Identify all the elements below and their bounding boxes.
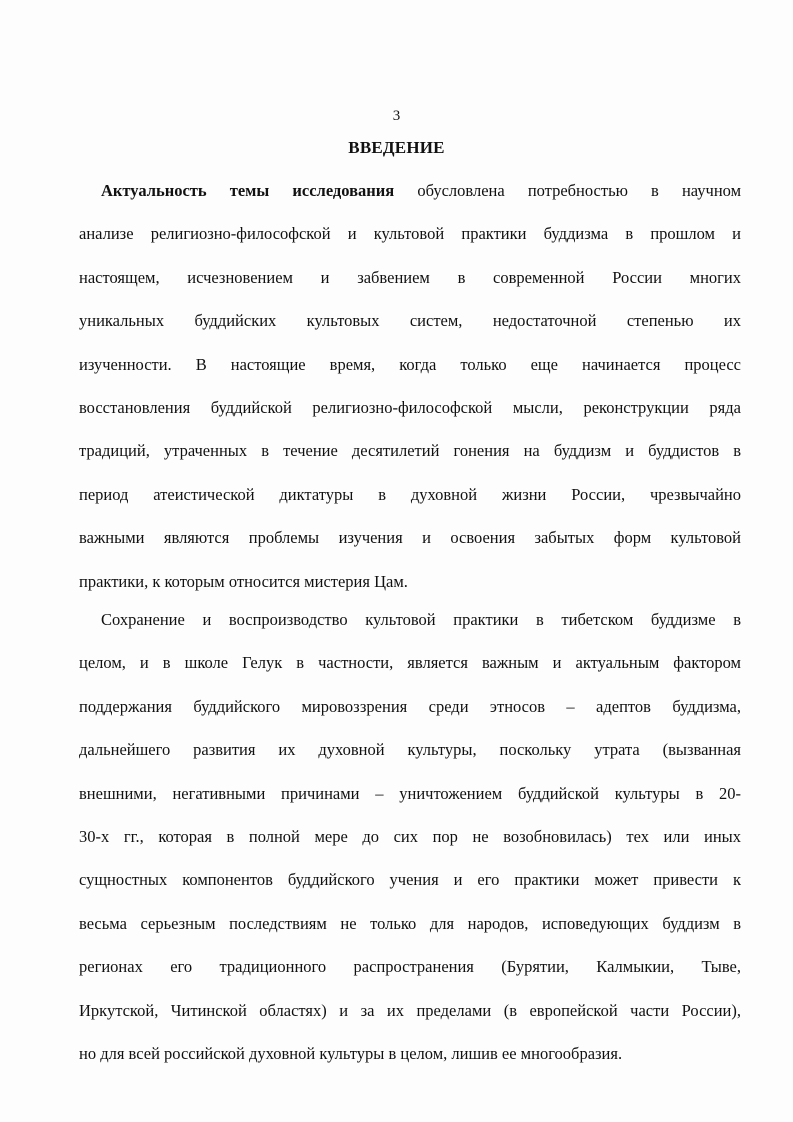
paragraph-line: весьма серьезным последствиям не только для народов, исповедующих буддизм в bbox=[79, 913, 741, 933]
paragraph-line: практики, к которым относится мистерия Цам. bbox=[79, 571, 408, 591]
paragraph-line: анализе религиозно-философской и культовой практики буддизма в прошлом и bbox=[79, 224, 741, 244]
paragraph-line bbox=[79, 169, 741, 212]
paragraph-line: настоящем, исчезновением и забвением в современной России многих bbox=[79, 267, 741, 287]
paragraph-line: Сохранение и воспроизводство культовой практики в тибетском буддизме в bbox=[101, 610, 741, 629]
paragraph-line: Иркутской, Читинской областях) и за их пределами (в европейской части России), bbox=[79, 1000, 741, 1020]
section-heading: ВВЕДЕНИЕ bbox=[348, 138, 445, 157]
paragraph-line: традиций, утраченных в течение десятилетий гонения на буддизм и буддистов в bbox=[79, 441, 741, 461]
paragraph-line: уникальных буддийских культовых систем, недостаточной степенью их bbox=[79, 311, 741, 331]
paragraph-preservation bbox=[79, 598, 741, 1075]
paragraph-line: важными являются проблемы изучения и освоения забытых форм культовой bbox=[79, 528, 741, 548]
paragraph-line: дальнейшего развития их духовной культуры, поскольку утрата (вызванная bbox=[79, 740, 741, 760]
paragraph-line: регионах его традиционного распространения (Бурятии, Калмыкии, Тыве, bbox=[79, 957, 741, 977]
paragraph-line: целом, и в школе Гелук в частности, является важным и актуальным фактором bbox=[79, 653, 741, 673]
paragraph-line: изученности. В настоящие время, когда только еще начинается процесс bbox=[79, 354, 741, 374]
paragraph-line: 30-х гг., которая в полной мере до сих пор не возобновилась) тех или иных bbox=[79, 826, 741, 846]
line-text: обусловлена потребностью в научном bbox=[417, 181, 741, 200]
paragraph-relevance bbox=[79, 169, 741, 603]
paragraph-line: внешними, негативными причинами – уничтожением буддийской культуры в 20- bbox=[79, 783, 741, 803]
paragraph-line: поддержания буддийского мировоззрения среди этносов – адептов буддизма, bbox=[79, 696, 741, 716]
paragraph-line: период атеистической диктатуры в духовной жизни России, чрезвычайно bbox=[79, 484, 741, 504]
relevance-lead-term: Актуальность темы исследования bbox=[101, 181, 395, 200]
paragraph-line: сущностных компонентов буддийского учения и его практики может привести к bbox=[79, 870, 741, 890]
paragraph-line: но для всей российской духовной культуры в целом, лишив ее многообразия. bbox=[79, 1043, 623, 1063]
page-number: 3 bbox=[392, 108, 401, 124]
paragraph-line: восстановления буддийской религиозно-философской мысли, реконструкции ряда bbox=[79, 397, 741, 417]
